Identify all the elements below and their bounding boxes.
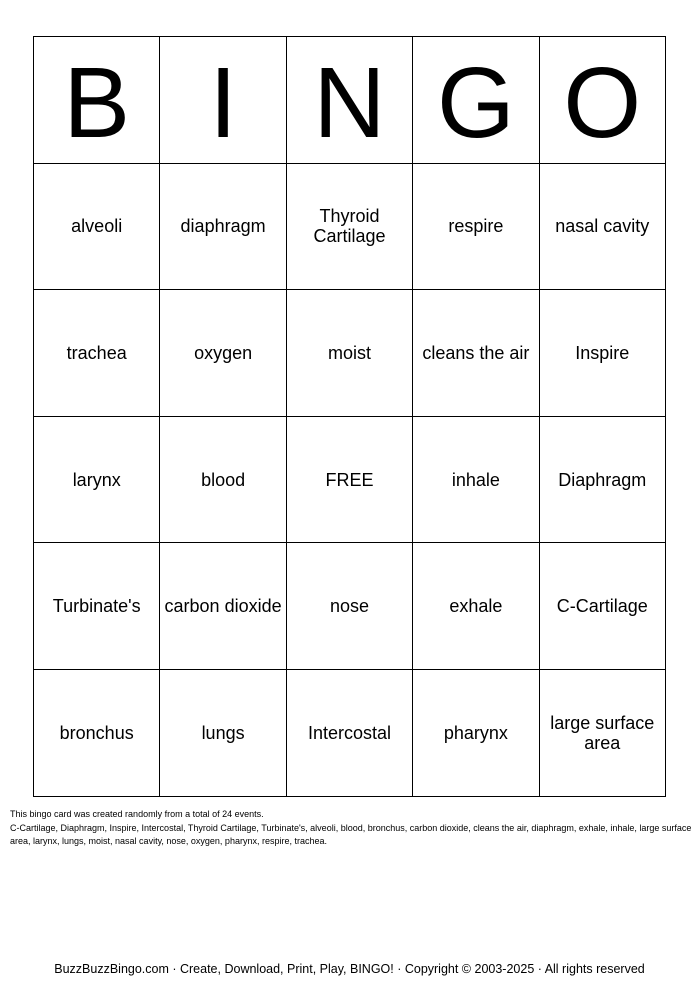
bingo-cell: blood xyxy=(160,416,286,543)
bingo-row-1 xyxy=(34,163,666,290)
bingo-letter-g: G xyxy=(413,37,539,164)
bingo-row-2 xyxy=(34,290,666,417)
card-info-note xyxy=(10,808,694,849)
bingo-cell: nose xyxy=(286,543,412,670)
bingo-row-3 xyxy=(34,416,666,543)
bingo-cell: diaphragm xyxy=(160,163,286,290)
bingo-cell: large surface area xyxy=(539,669,665,796)
bingo-cell: bronchus xyxy=(34,669,160,796)
bingo-cell: inhale xyxy=(413,416,539,543)
bingo-card xyxy=(33,36,666,797)
bingo-letter-b: B xyxy=(34,37,160,164)
bingo-cell: oxygen xyxy=(160,290,286,417)
bingo-cell: C-Cartilage xyxy=(539,543,665,670)
bingo-cell: Intercostal xyxy=(286,669,412,796)
page-footer: BuzzBuzzBingo.com · Create, Download, Print, Play, BINGO! · Copyright © 2003-2025 · All rights reserved xyxy=(54,962,645,976)
bingo-cell: moist xyxy=(286,290,412,417)
bingo-cell: Thyroid Cartilage xyxy=(286,163,412,290)
bingo-letter-o: O xyxy=(539,37,665,164)
bingo-cell: nasal cavity xyxy=(539,163,665,290)
bingo-cell: exhale xyxy=(413,543,539,670)
bingo-letter-i: I xyxy=(160,37,286,164)
bingo-cell: trachea xyxy=(34,290,160,417)
bingo-cell: lungs xyxy=(160,669,286,796)
bingo-letter-n: N xyxy=(286,37,412,164)
bingo-free-space: FREE xyxy=(286,416,412,543)
bingo-cell: respire xyxy=(413,163,539,290)
card-info-summary: This bingo card was created randomly from a total of 24 events. xyxy=(10,809,264,819)
bingo-cell: Inspire xyxy=(539,290,665,417)
bingo-cell: alveoli xyxy=(34,163,160,290)
bingo-header-row xyxy=(34,37,666,164)
bingo-cell: larynx xyxy=(34,416,160,543)
bingo-cell: Diaphragm xyxy=(539,416,665,543)
bingo-row-5 xyxy=(34,669,666,796)
card-info-word-list: C-Cartilage, Diaphragm, Inspire, Intercostal, Thyroid Cartilage, Turbinate's, alveoli, blood, bronchus, carbon dioxide, cleans the air, diaphragm, exhale, inhale, large surface area, larynx, lungs, moist, nasal cavity, nose, oxygen, pharynx, respire, trachea. xyxy=(10,822,692,846)
bingo-cell: pharynx xyxy=(413,669,539,796)
bingo-cell: cleans the air xyxy=(413,290,539,417)
bingo-cell: carbon dioxide xyxy=(160,543,286,670)
bingo-cell: Turbinate's xyxy=(34,543,160,670)
bingo-row-4 xyxy=(34,543,666,670)
